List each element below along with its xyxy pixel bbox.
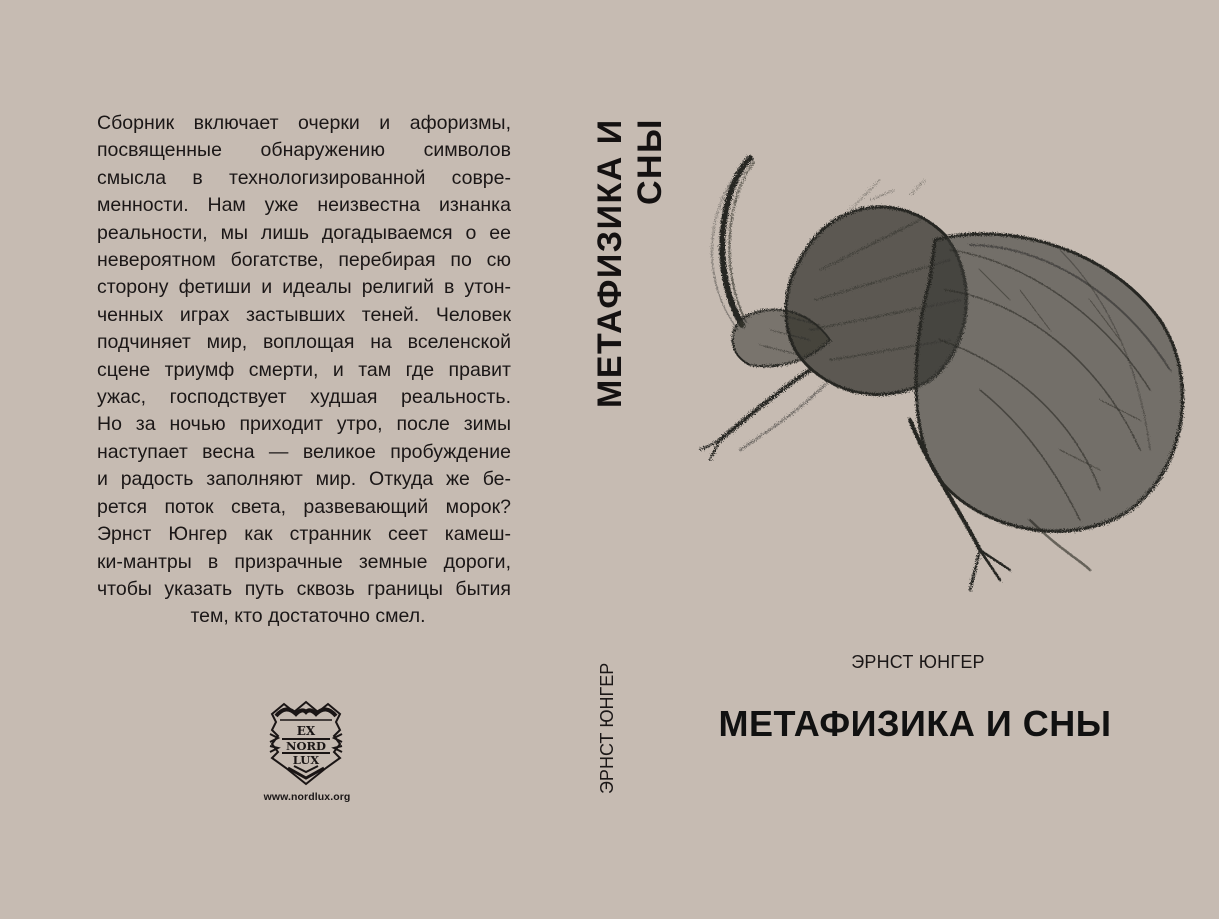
blurb-line: невероятном богатстве, перебирая по сю [97, 249, 511, 272]
beetle-illustration [680, 150, 1210, 620]
blurb-line: сторону фетиши и идеалы религий в утон- [97, 276, 511, 299]
spine-title: МЕТАФИЗИКА И СНЫ [591, 118, 669, 408]
blurb-line: ужас, господствует худшая реальность. [97, 386, 511, 409]
front-title: МЕТАФИЗИКА И СНЫ [718, 703, 1112, 744]
blurb-line: наступает весна — великое пробуждение [97, 440, 511, 463]
blurb-line: ки-мантры в призрачные земные дороги, [97, 550, 511, 573]
ex-nord-lux-logo [266, 700, 346, 786]
blurb-line: подчиняет мир, воплощая на вселенской [97, 331, 511, 354]
blurb-line: рется поток света, развевающий морок? [97, 495, 511, 518]
publisher-website: www.nordlux.org [263, 791, 351, 803]
blurb-line: Эрнст Юнгер как странник сеет камеш- [97, 523, 511, 546]
blurb-line: реальности, мы лишь догадываемся о ее [97, 221, 511, 244]
blurb-line: смысла в технологизированной совре- [97, 166, 511, 189]
blurb-line: посвященные обнаружению символов [97, 139, 511, 162]
blurb-line: менности. Нам уже неизвестна изнанка [97, 194, 511, 217]
blurb-line: ченных играх застывших теней. Человек [97, 303, 511, 326]
blurb-line: и радость заполняют мир. Откуда же бе- [97, 468, 511, 491]
blurb-line: Сборник включает очерки и афоризмы, [97, 112, 511, 134]
logo-text-lux: LUX [292, 753, 320, 767]
front-author: ЭРНСТ ЮНГЕР [851, 652, 985, 672]
back-cover-blurb [97, 110, 511, 631]
spine-author: ЭРНСТ ЮНГЕР [597, 663, 617, 795]
blurb-line: Но за ночью приходит утро, после зимы [97, 413, 511, 436]
logo-text-nord: NORD [285, 739, 327, 753]
blurb-line: чтобы указать путь сквозь границы бытия [97, 577, 511, 600]
blurb-line: тем, кто достаточно смел. [190, 605, 426, 628]
logo-text-ex: EX [296, 724, 316, 738]
blurb-line: сцене триумф смерти, и там где правит [97, 358, 511, 381]
